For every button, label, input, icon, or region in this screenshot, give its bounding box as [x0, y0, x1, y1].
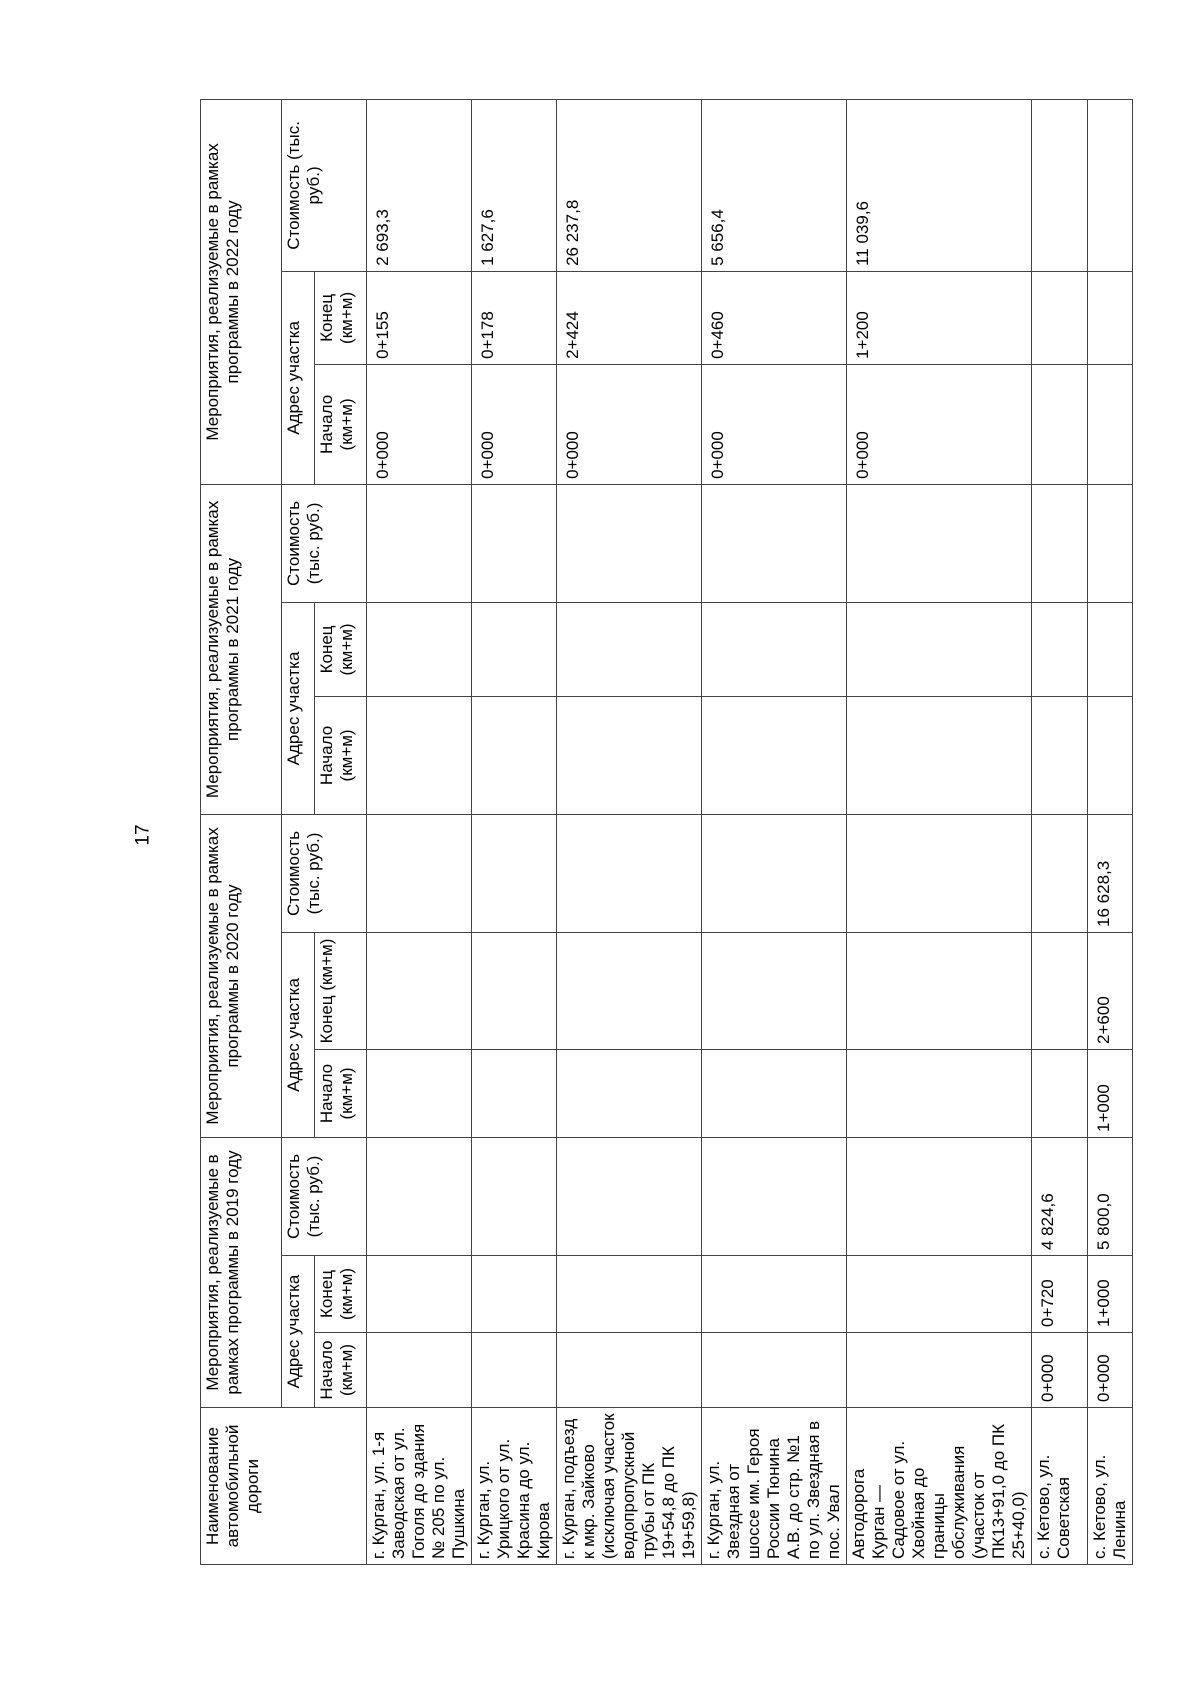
cost-2019-cell	[702, 1137, 847, 1255]
table-row	[702, 99, 847, 1564]
end-2021-cell	[1088, 602, 1133, 696]
table-row	[1032, 99, 1088, 1564]
cost-2022-cell	[1032, 99, 1088, 271]
start-2022-cell: 0+000	[702, 364, 847, 484]
end-2021-cell	[847, 602, 1032, 696]
start-2020-cell	[1032, 1049, 1088, 1137]
cost-2021-cell	[1032, 484, 1088, 602]
end-2021-cell	[557, 602, 702, 696]
road-program-table	[200, 99, 1133, 1565]
end-2020-cell	[472, 932, 557, 1049]
cost-2020-cell	[557, 814, 702, 932]
end-2019-cell: 1+000	[1088, 1256, 1133, 1333]
cost-2022-cell: 5 656,4	[702, 99, 847, 271]
road-name-cell: с. Кетово, ул. Ленина	[1088, 1408, 1133, 1565]
cost-2019-cell	[367, 1137, 472, 1255]
cost-2021-cell	[1088, 484, 1133, 602]
start-2022-cell	[1032, 364, 1088, 484]
header-cost-2021: Стоимость (тыс. руб.)	[282, 484, 367, 602]
header-year-2022: Мероприятия, реализуемые в рамках программы в 2022 году	[201, 99, 282, 484]
end-2019-cell: 0+720	[1032, 1256, 1088, 1333]
header-cost-2020: Стоимость (тыс. руб.)	[282, 814, 367, 932]
end-2021-cell	[1032, 602, 1088, 696]
cost-2019-cell: 5 800,0	[1088, 1137, 1133, 1255]
cost-2019-cell	[847, 1137, 1032, 1255]
start-2021-cell	[847, 696, 1032, 814]
cost-2022-cell	[1088, 99, 1133, 271]
end-2020-cell	[367, 932, 472, 1049]
start-2022-cell	[1088, 364, 1133, 484]
header-cost-2019: Стоимость (тыс. руб.)	[282, 1137, 367, 1255]
road-name-cell: Автодорога Курган — Садовое от ул. Хвойная до границы обслуживания (участок от ПК13+91,0 до ПК 25+40,0)	[847, 1408, 1032, 1565]
cost-2021-cell	[847, 484, 1032, 602]
end-2019-cell	[472, 1256, 557, 1333]
header-year-2021: Мероприятия, реализуемые в рамках программы в 2021 году	[201, 484, 282, 814]
start-2020-cell	[472, 1049, 557, 1137]
start-2021-cell	[557, 696, 702, 814]
road-name-cell: г. Курган, ул. Урицкого от ул. Красина до ул. Кирова	[472, 1408, 557, 1565]
cost-2021-cell	[472, 484, 557, 602]
header-year-2019: Мероприятия, реализуемые в рамках программы в 2019 году	[201, 1137, 282, 1407]
cost-2020-cell: 16 628,3	[1088, 814, 1133, 932]
header-address-2020: Адрес участка	[282, 932, 315, 1137]
start-2020-cell: 1+000	[1088, 1049, 1133, 1137]
start-2019-cell: 0+000	[1032, 1333, 1088, 1408]
start-2022-cell: 0+000	[472, 364, 557, 484]
rotated-table-container	[200, 100, 1129, 1565]
cost-2020-cell	[702, 814, 847, 932]
start-2019-cell: 0+000	[1088, 1333, 1133, 1408]
road-name-cell: г. Курган, ул. Звездная от шоссе им. Героя России Тюнина А.В. до стр. №1 по ул. Звездная в пос. Увал	[702, 1408, 847, 1565]
end-2022-cell: 1+200	[847, 271, 1032, 364]
header-start-2019: Начало (км+м)	[315, 1333, 367, 1408]
table-row	[1088, 99, 1133, 1564]
end-2022-cell: 2+424	[557, 271, 702, 364]
start-2021-cell	[472, 696, 557, 814]
end-2019-cell	[702, 1256, 847, 1333]
start-2022-cell: 0+000	[847, 364, 1032, 484]
cost-2022-cell: 2 693,3	[367, 99, 472, 271]
end-2021-cell	[702, 602, 847, 696]
road-name-cell: г. Курган, подъезд к мкр. Зайково (исключая участок водопропускной трубы от ПК 19+54,8 до ПК 19+59,8)	[557, 1408, 702, 1565]
cost-2022-cell: 1 627,6	[472, 99, 557, 271]
start-2019-cell	[702, 1333, 847, 1408]
end-2020-cell: 2+600	[1088, 932, 1133, 1049]
start-2021-cell	[1088, 696, 1133, 814]
end-2020-cell	[557, 932, 702, 1049]
header-start-2022: Начало (км+м)	[315, 364, 367, 484]
end-2022-cell: 0+155	[367, 271, 472, 364]
start-2019-cell	[367, 1333, 472, 1408]
header-start-2021: Начало (км+м)	[315, 696, 367, 814]
end-2022-cell: 0+178	[472, 271, 557, 364]
cost-2020-cell	[847, 814, 1032, 932]
header-road-name: Наименование автомобильной дороги	[201, 1408, 367, 1565]
table-row	[847, 99, 1032, 1564]
header-start-2020: Начало (км+м)	[315, 1049, 367, 1137]
end-2022-cell	[1032, 271, 1088, 364]
cost-2020-cell	[1032, 814, 1088, 932]
page-number: 17	[132, 824, 154, 846]
cost-2022-cell: 26 237,8	[557, 99, 702, 271]
start-2021-cell	[1032, 696, 1088, 814]
cost-2022-cell: 11 039,6	[847, 99, 1032, 271]
cost-2019-cell	[557, 1137, 702, 1255]
cost-2020-cell	[472, 814, 557, 932]
cost-2019-cell	[472, 1137, 557, 1255]
header-address-2019: Адрес участка	[282, 1256, 315, 1408]
header-end-2021: Конец (км+м)	[315, 602, 367, 696]
end-2019-cell	[557, 1256, 702, 1333]
table-row	[367, 99, 472, 1564]
end-2021-cell	[472, 602, 557, 696]
road-name-cell: с. Кетово, ул. Советская	[1032, 1408, 1088, 1565]
cost-2021-cell	[702, 484, 847, 602]
header-end-2020: Конец (км+м)	[315, 932, 367, 1049]
header-address-2021: Адрес участка	[282, 602, 315, 814]
start-2020-cell	[847, 1049, 1032, 1137]
end-2021-cell	[367, 602, 472, 696]
start-2019-cell	[847, 1333, 1032, 1408]
table-row	[472, 99, 557, 1564]
start-2022-cell: 0+000	[367, 364, 472, 484]
start-2019-cell	[472, 1333, 557, 1408]
cost-2020-cell	[367, 814, 472, 932]
start-2021-cell	[702, 696, 847, 814]
end-2022-cell	[1088, 271, 1133, 364]
end-2019-cell	[847, 1256, 1032, 1333]
start-2019-cell	[557, 1333, 702, 1408]
start-2020-cell	[557, 1049, 702, 1137]
cost-2019-cell: 4 824,6	[1032, 1137, 1088, 1255]
end-2020-cell	[702, 932, 847, 1049]
start-2021-cell	[367, 696, 472, 814]
start-2022-cell: 0+000	[557, 364, 702, 484]
cost-2021-cell	[557, 484, 702, 602]
end-2020-cell	[847, 932, 1032, 1049]
start-2020-cell	[367, 1049, 472, 1137]
end-2022-cell: 0+460	[702, 271, 847, 364]
end-2020-cell	[1032, 932, 1088, 1049]
header-end-2022: Конец (км+м)	[315, 271, 367, 364]
header-end-2019: Конец (км+м)	[315, 1256, 367, 1333]
road-name-cell: г. Курган, ул. 1-я Заводская от ул. Гоголя до здания № 205 по ул. Пушкина	[367, 1408, 472, 1565]
start-2020-cell	[702, 1049, 847, 1137]
cost-2021-cell	[367, 484, 472, 602]
end-2019-cell	[367, 1256, 472, 1333]
table-row	[557, 99, 702, 1564]
header-year-2020: Мероприятия, реализуемые в рамках программы в 2020 году	[201, 814, 282, 1137]
header-address-2022: Адрес участка	[282, 271, 315, 484]
header-cost-2022: Стоимость (тыс. руб.)	[282, 99, 367, 271]
